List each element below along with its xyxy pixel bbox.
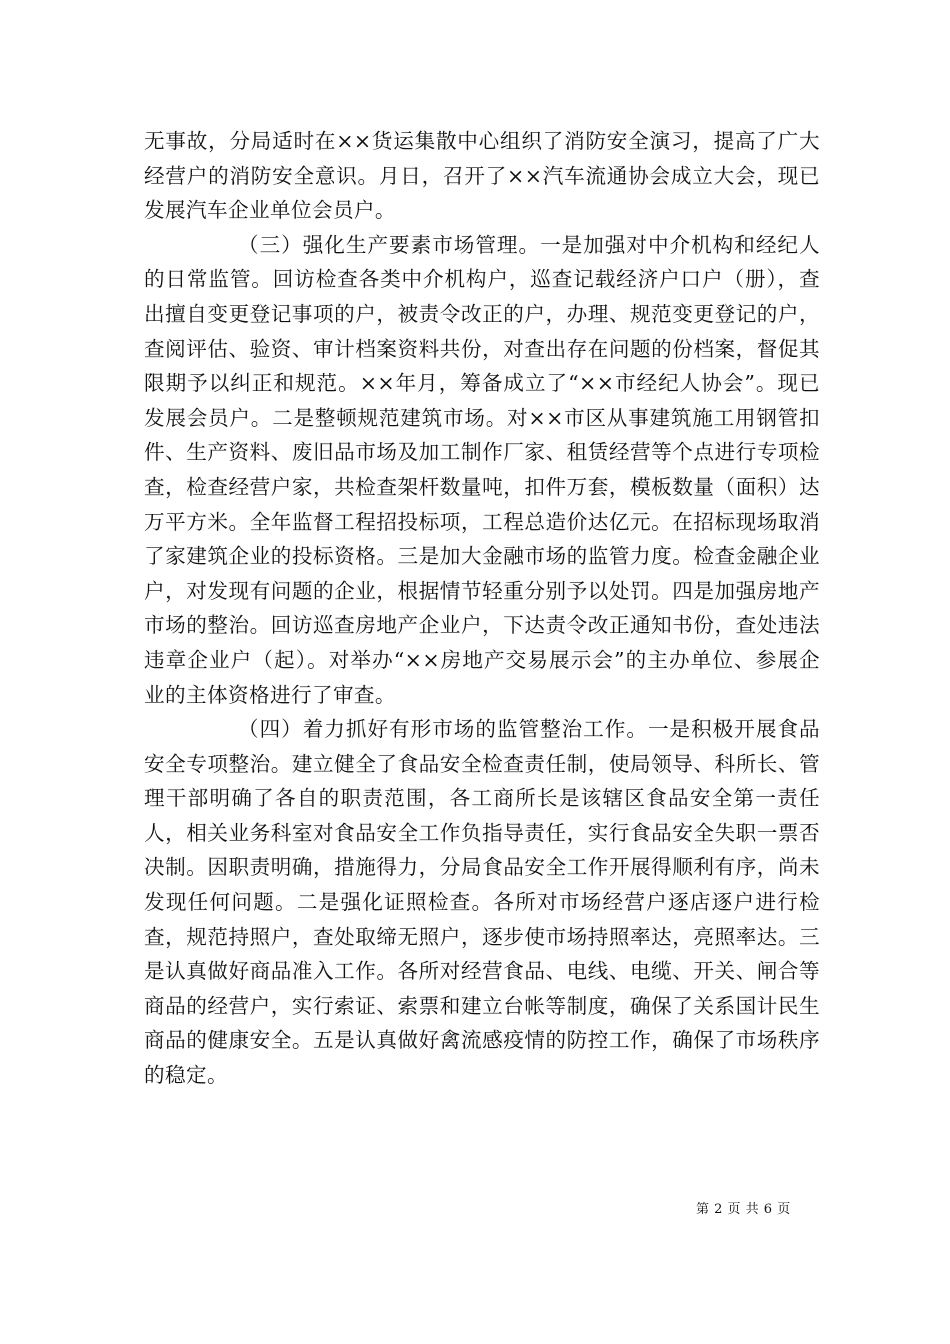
page-number: 第 2 页 共 6 页 — [696, 1202, 791, 1217]
document-body — [144, 124, 820, 1093]
paragraph-continuation: 无事故，分局适时在××货运集散中心组织了消防安全演习，提高了广大经营户的消防安全意识。月日，召开了××汽车流通协会成立大会，现已发展汽车企业单位会员户。 — [144, 129, 820, 223]
paragraph-section-four: （四）着力抓好有形市场的监管整治工作。一是积极开展食品安全专项整治。建立健全了食品安全检查责任制，使局领导、科所长、管理干部明确了各自的职责范围，各工商所长是该辖区食品安全第一责任人，相关业务科室对食品安全工作负指导责任，实行食品安全失职一票否决制。因职责明确，措施得力，分局食品安全工作开展得顺利有序，尚未发现任何问题。二是强化证照检查。各所对市场经营户逐店逐户进行检查，规范持照户，查处取缔无照户，逐步使市场持照率达，亮照率达。三是认真做好商品准入工作。各所对经营食品、电线、电缆、开关、闸合等商品的经营户，实行索证、索票和建立台帐等制度，确保了关系国计民生商品的健康安全。五是认真做好禽流感疫情的防控工作，确保了市场秩序的稳定。 — [144, 717, 820, 1088]
paragraph-section-three: （三）强化生产要素市场管理。一是加强对中介机构和经纪人的日常监管。回访检查各类中介机构户，巡查记载经济户口户（册），查出擅自变更登记事项的户，被责令改正的户，办理、规范变更登记的户，查阅评估、验资、审计档案资料共份，对查出存在问题的份档案，督促其限期予以纠正和规范。××年月，筹备成立了“××市经纪人协会”。现已发展会员户。二是整顿规范建筑市场。对××市区从事建筑施工用钢管扣件、生产资料、废旧品市场及加工制作厂家、租赁经营等个点进行专项检查，检查经营户家，共检查架杆数量吨，扣件万套，模板数量（面积）达万平方米。全年监督工程招投标项，工程总造价达亿元。在招标现场取消了家建筑企业的投标资格。三是加大金融市场的监管力度。检查金融企业户，对发现有问题的企业，根据情节轻重分别予以处罚。四是加强房地产市场的整治。回访巡查房地产企业户，下达责令改正通知书份，查处违法违章企业户（起）。对举办“××房地产交易展示会”的主办单位、参展企业的主体资格进行了审查。 — [144, 232, 820, 707]
